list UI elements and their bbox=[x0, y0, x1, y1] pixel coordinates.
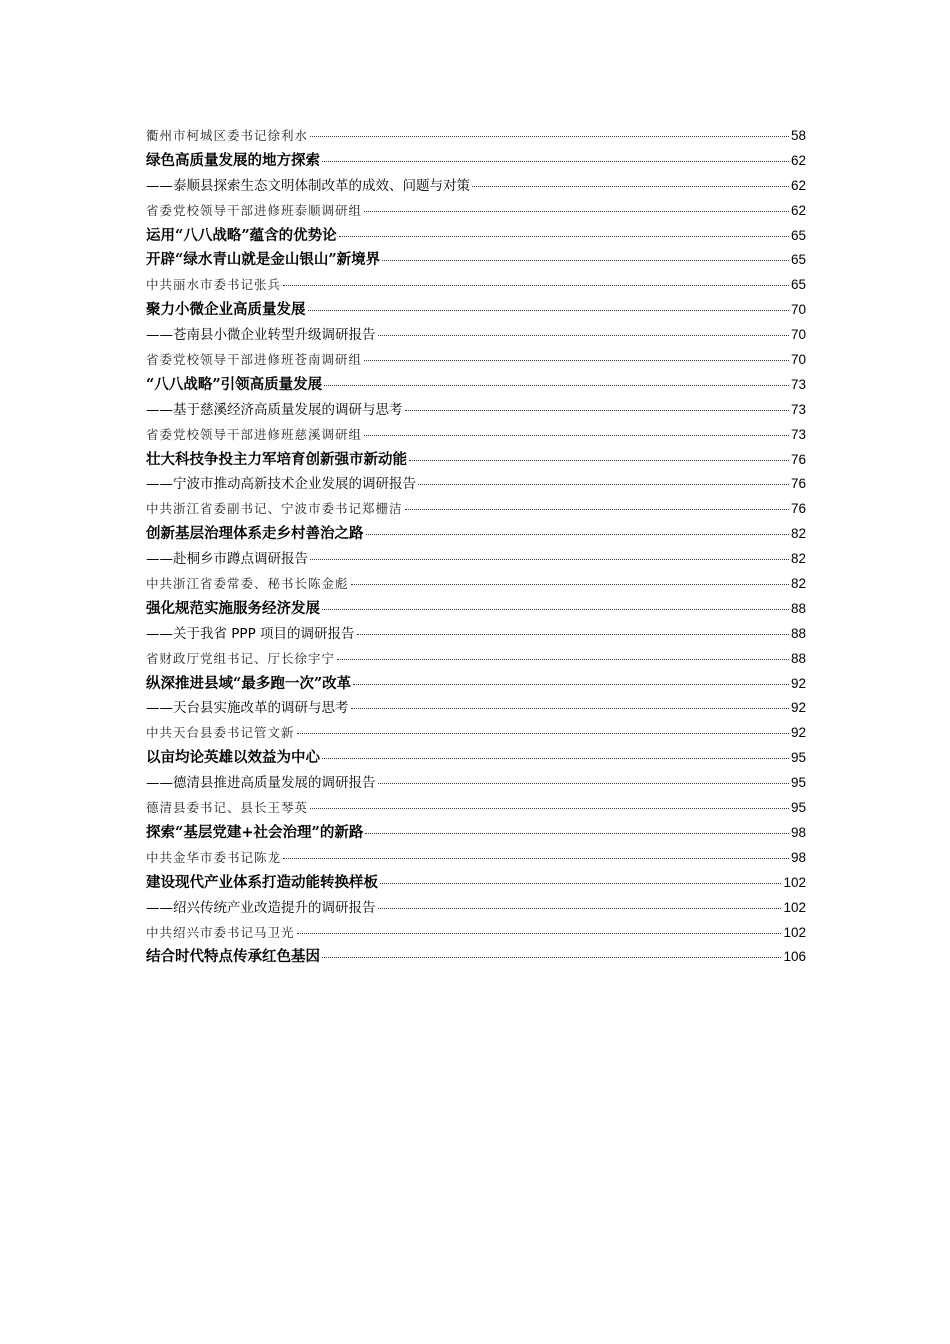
toc-entry-title[interactable] bbox=[146, 149, 806, 174]
toc-entry-text: ——泰顺县探索生态文明体制改革的成效、问题与对策 bbox=[146, 177, 470, 194]
dot-leader bbox=[324, 385, 789, 386]
toc-entry-text: 运用“八八战略”蕴含的优势论 bbox=[146, 226, 337, 244]
toc-entry-text: 中共浙江省委副书记、宁波市委书记郑栅洁 bbox=[146, 501, 403, 517]
toc-entry-text: 探索“基层党建+社会治理”的新路 bbox=[146, 823, 364, 841]
dot-leader bbox=[322, 758, 789, 759]
toc-page-number: 82 bbox=[790, 576, 806, 592]
toc-page-number: 73 bbox=[790, 426, 806, 442]
toc-entry-text: ——德清县推进高质量发展的调研报告 bbox=[146, 775, 376, 792]
dot-leader bbox=[337, 659, 789, 660]
toc-entry-text: 中共天台县委书记管文新 bbox=[146, 725, 295, 741]
toc-entry-text: ——苍南县小微企业转型升级调研报告 bbox=[146, 327, 376, 344]
toc-entry-text: ——关于我省 PPP 项目的调研报告 bbox=[146, 625, 355, 642]
toc-entry-author[interactable] bbox=[146, 846, 806, 871]
dot-leader bbox=[283, 285, 789, 286]
toc-entry-author[interactable] bbox=[146, 647, 806, 672]
toc-entry-title[interactable] bbox=[146, 248, 806, 273]
dot-leader bbox=[364, 360, 789, 361]
toc-entry-text: 结合时代特点传承红色基因 bbox=[146, 948, 320, 966]
toc-entry-text: 纵深推进县域“最多跑一次”改革 bbox=[146, 674, 352, 692]
toc-entry-author[interactable] bbox=[146, 721, 806, 746]
toc-entry-author[interactable] bbox=[146, 348, 806, 373]
toc-page-number: 65 bbox=[790, 227, 806, 243]
toc-page-number: 65 bbox=[790, 277, 806, 293]
toc-entry-title[interactable] bbox=[146, 522, 806, 547]
dot-leader bbox=[310, 559, 789, 560]
toc-page-number: 95 bbox=[790, 750, 806, 766]
toc-page-number: 62 bbox=[790, 202, 806, 218]
toc-entry-text: 聚力小微企业高质量发展 bbox=[146, 301, 306, 319]
toc-page-number: 73 bbox=[790, 376, 806, 392]
dot-leader bbox=[322, 609, 789, 610]
dot-leader bbox=[310, 136, 789, 137]
dot-leader bbox=[297, 933, 782, 934]
toc-page-number: 102 bbox=[783, 924, 806, 940]
dot-leader bbox=[353, 684, 789, 685]
toc-entry-text: 省委党校领导干部进修班泰顺调研组 bbox=[146, 202, 363, 218]
toc-entry-sub[interactable] bbox=[146, 323, 806, 348]
toc-page-number: 88 bbox=[790, 625, 806, 641]
dot-leader bbox=[472, 186, 789, 187]
toc-entry-text: ——基于慈溪经济高质量发展的调研与思考 bbox=[146, 401, 403, 418]
toc-page-number: 88 bbox=[790, 650, 806, 666]
toc-entry-title[interactable] bbox=[146, 746, 806, 771]
toc-entry-author[interactable] bbox=[146, 796, 806, 821]
toc-entry-text: 中共金华市委书记陈龙 bbox=[146, 849, 282, 865]
toc-page-number: 73 bbox=[790, 401, 806, 417]
dot-leader bbox=[378, 783, 789, 784]
toc-page-number: 102 bbox=[783, 874, 806, 890]
toc-entry-sub[interactable] bbox=[146, 771, 806, 796]
dot-leader bbox=[365, 833, 789, 834]
dot-leader bbox=[310, 808, 789, 809]
toc-entry-sub[interactable] bbox=[146, 174, 806, 199]
dot-leader bbox=[366, 534, 789, 535]
dot-leader bbox=[364, 211, 789, 212]
toc-entry-text: 中共浙江省委常委、秘书长陈金彪 bbox=[146, 576, 349, 592]
toc-entry-sub[interactable] bbox=[146, 472, 806, 497]
toc-page-number: 65 bbox=[790, 252, 806, 268]
toc-entry-author[interactable] bbox=[146, 423, 806, 448]
toc-entry-sub[interactable] bbox=[146, 547, 806, 572]
toc-entry-text: 创新基层治理体系走乡村善治之路 bbox=[146, 525, 364, 543]
toc-entry-text: ——宁波市推动高新技术企业发展的调研报告 bbox=[146, 476, 416, 493]
dot-leader bbox=[378, 908, 782, 909]
toc-page-number: 76 bbox=[790, 476, 806, 492]
toc-entry-text: 开辟“绿水青山就是金山银山”新境界 bbox=[146, 251, 381, 269]
toc-page-number: 70 bbox=[790, 302, 806, 318]
dot-leader bbox=[409, 460, 789, 461]
toc-entry-author[interactable] bbox=[146, 497, 806, 522]
toc-entry-sub[interactable] bbox=[146, 398, 806, 423]
toc-page-number: 70 bbox=[790, 327, 806, 343]
toc-entry-text: “八八战略”引领高质量发展 bbox=[146, 375, 323, 393]
toc-entry-sub[interactable] bbox=[146, 696, 806, 721]
toc-entry-title[interactable] bbox=[146, 871, 806, 896]
toc-entry-text: 省委党校领导干部进修班慈溪调研组 bbox=[146, 426, 363, 442]
dot-leader bbox=[308, 310, 789, 311]
dot-leader bbox=[283, 858, 789, 859]
toc-page-number: 58 bbox=[790, 128, 806, 143]
dot-leader bbox=[380, 883, 781, 884]
dot-leader bbox=[418, 484, 789, 485]
dot-leader bbox=[405, 410, 789, 411]
toc-entry-author[interactable] bbox=[146, 273, 806, 298]
dot-leader bbox=[378, 335, 789, 336]
toc-page-number: 70 bbox=[790, 352, 806, 368]
toc-page-number: 88 bbox=[790, 600, 806, 616]
toc-page-number: 62 bbox=[790, 177, 806, 193]
toc-page-number: 92 bbox=[790, 675, 806, 691]
toc-entry-title[interactable] bbox=[146, 448, 806, 473]
toc-page-number: 76 bbox=[790, 451, 806, 467]
dot-leader bbox=[405, 509, 789, 510]
toc-page-number: 102 bbox=[783, 899, 806, 915]
toc-entry-text: 中共丽水市委书记张兵 bbox=[146, 277, 282, 293]
table-of-contents bbox=[146, 124, 806, 970]
toc-entry-text: 建设现代产业体系打造动能转换样板 bbox=[146, 873, 378, 891]
dot-leader bbox=[351, 584, 789, 585]
toc-entry-text: ——天台县实施改革的调研与思考 bbox=[146, 700, 349, 717]
toc-page-number: 82 bbox=[790, 526, 806, 542]
toc-page-number: 76 bbox=[790, 501, 806, 517]
toc-entry-title[interactable] bbox=[146, 597, 806, 622]
dot-leader bbox=[357, 634, 789, 635]
toc-entry-title[interactable] bbox=[146, 945, 806, 970]
toc-entry-author[interactable] bbox=[146, 124, 806, 149]
toc-entry-title[interactable] bbox=[146, 298, 806, 323]
toc-entry-title[interactable] bbox=[146, 821, 806, 846]
toc-entry-author[interactable] bbox=[146, 921, 806, 946]
toc-entry-sub[interactable] bbox=[146, 622, 806, 647]
toc-page-number: 98 bbox=[790, 824, 806, 840]
dot-leader bbox=[322, 161, 789, 162]
toc-page-number: 92 bbox=[790, 700, 806, 716]
toc-entry-author[interactable] bbox=[146, 572, 806, 597]
toc-page-number: 62 bbox=[790, 152, 806, 168]
dot-leader bbox=[382, 260, 789, 261]
toc-entry-text: 绿色高质量发展的地方探索 bbox=[146, 151, 320, 169]
toc-entry-text: 以亩均论英雄以效益为中心 bbox=[146, 749, 320, 767]
toc-entry-title[interactable] bbox=[146, 672, 806, 697]
dot-leader bbox=[364, 435, 789, 436]
toc-entry-text: ——绍兴传统产业改造提升的调研报告 bbox=[146, 899, 376, 916]
dot-leader bbox=[322, 957, 781, 958]
toc-page-number: 95 bbox=[790, 775, 806, 791]
toc-entry-title[interactable] bbox=[146, 224, 806, 249]
toc-entry-text: ——赴桐乡市蹲点调研报告 bbox=[146, 551, 308, 568]
toc-entry-text: 德清县委书记、县长王琴英 bbox=[146, 800, 309, 816]
dot-leader bbox=[339, 236, 789, 237]
toc-entry-title[interactable] bbox=[146, 373, 806, 398]
toc-entry-sub[interactable] bbox=[146, 896, 806, 921]
toc-page-number: 106 bbox=[783, 949, 806, 965]
toc-entry-text: 衢州市柯城区委书记徐利水 bbox=[146, 128, 309, 143]
dot-leader bbox=[297, 733, 789, 734]
toc-entry-text: 省财政厅党组书记、厅长徐宇宁 bbox=[146, 650, 336, 666]
toc-entry-text: 壮大科技争投主力军培育创新强市新动能 bbox=[146, 450, 407, 468]
toc-entry-text: 省委党校领导干部进修班苍南调研组 bbox=[146, 352, 363, 368]
toc-entry-author[interactable] bbox=[146, 199, 806, 224]
toc-page-number: 98 bbox=[790, 849, 806, 865]
toc-entry-text: 中共绍兴市委书记马卫光 bbox=[146, 924, 295, 940]
toc-entry-text: 强化规范实施服务经济发展 bbox=[146, 599, 320, 617]
toc-page-number: 95 bbox=[790, 800, 806, 816]
dot-leader bbox=[351, 708, 789, 709]
toc-page-number: 92 bbox=[790, 725, 806, 741]
toc-page-number: 82 bbox=[790, 551, 806, 567]
